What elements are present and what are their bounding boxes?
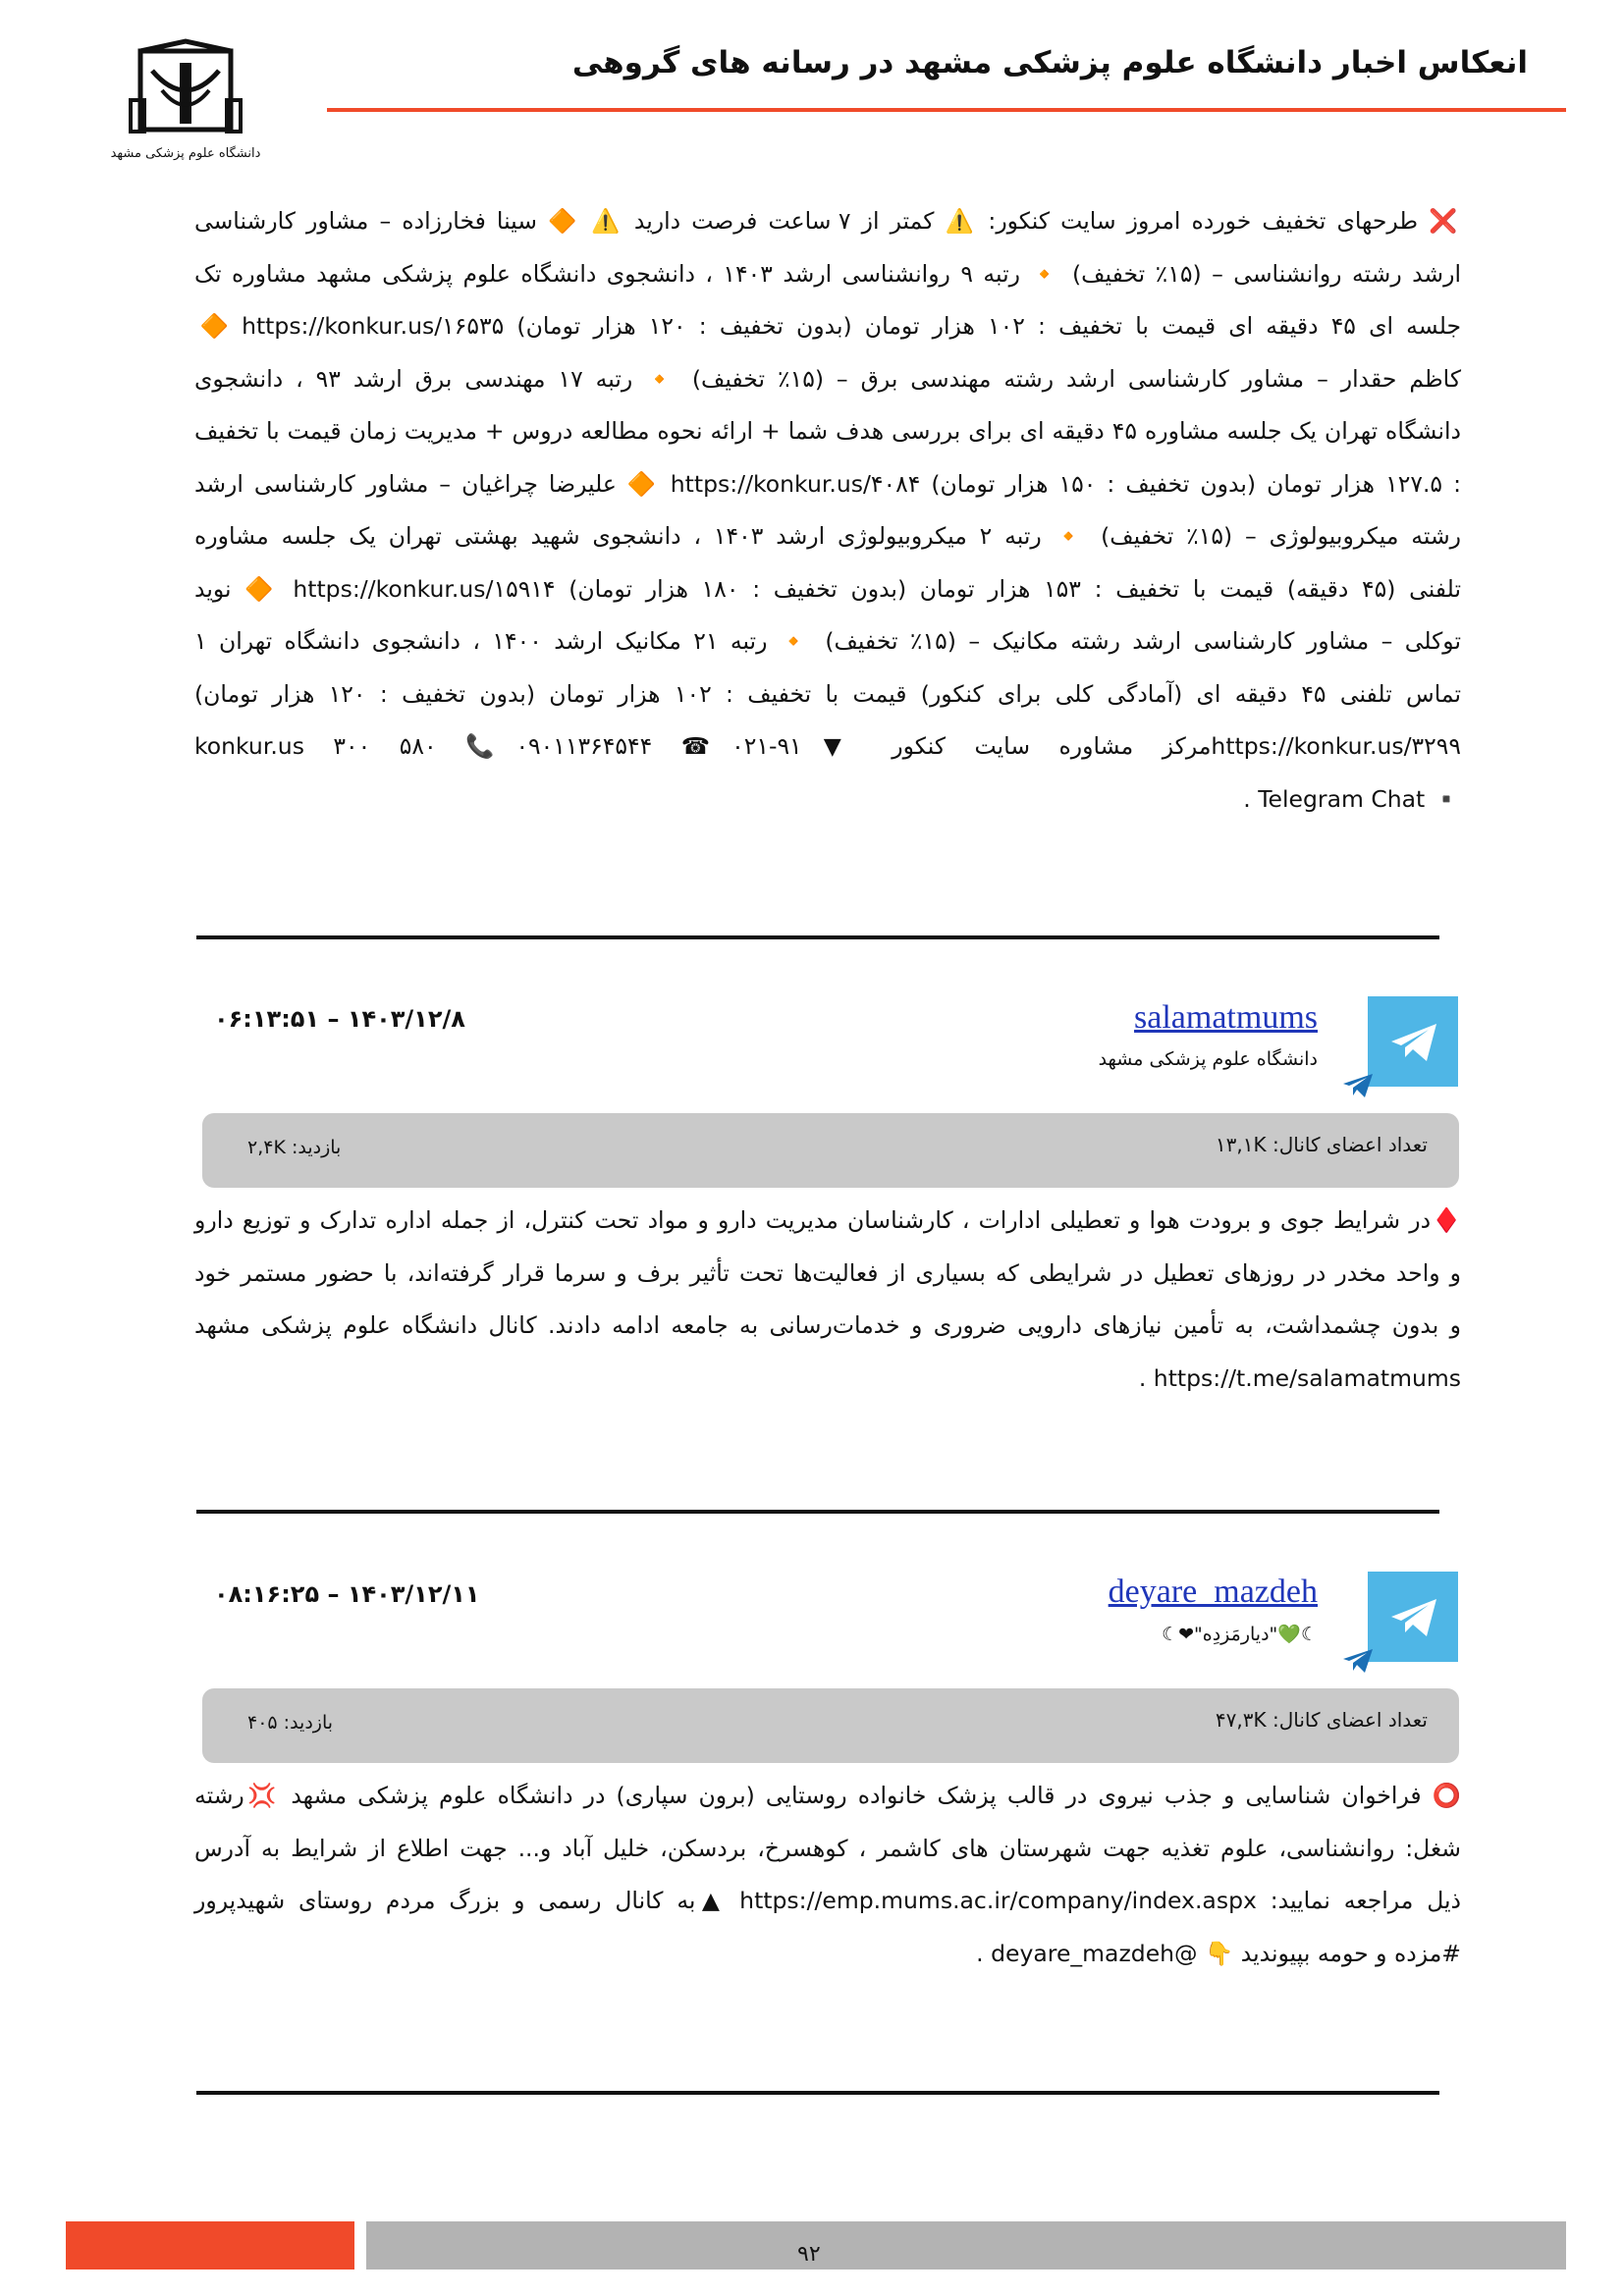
post-separator [196, 1510, 1439, 1514]
post-line: ذیل مراجعه نمایید: https://emp.mums.ac.ir/company/index.aspx ▲به کانال رسمی و بزرگ مردم روستای شهیدپرور [194, 1887, 1461, 1914]
post-body-deyare-mazdeh [194, 1770, 1461, 1980]
footer-bar [366, 2221, 1566, 2269]
channel-link-salamatmums[interactable]: salamatmums [1134, 999, 1318, 1036]
post-line: کاظم حقدار – مشاور کارشناسی ارشد رشته مهندسی برق – (۱۵٪ تخفیف) 🔸 رتبه ۱۷ مهندسی برق ارشد ۹۳ ، دانشجوی [194, 364, 1462, 393]
member-count: تعداد اعضای کانال: ۱۳,۱K [1215, 1133, 1428, 1156]
view-count: بازدید: ۲,۴K [247, 1137, 342, 1158]
post-date: ۱۴۰۳/۱۲/۸ – ۰۶:۱۳:۵۱ [214, 1005, 465, 1033]
post-line: شغل: روانشناسی، علوم تغذیه جهت شهرستان های کاشمر ، کوهسرخ، بردسکن، خلیل آباد و... جهت اطلاع از شرایط به آدرس [194, 1834, 1461, 1862]
page-title: انعکاس اخبار دانشگاه علوم پزشکی مشهد در رسانه های گروهی [571, 45, 1528, 80]
post-body-salamatmums [194, 1195, 1461, 1405]
post-separator [196, 935, 1439, 939]
channel-name: ☾💚"دیارمَزدِه"❤☾ [1162, 1624, 1318, 1645]
post-line: : ۱۲۷.۵ هزار تومان (بدون تخفیف : ۱۵۰ هزار تومان) https://konkur.us/۴۰۸۴ 🔶 علیرضا چراغیان – مشاور کارشناسی ارشد [194, 469, 1461, 498]
member-count: تعداد اعضای کانال: ۴۷,۳K [1215, 1708, 1428, 1732]
footer-accent-bar [66, 2221, 354, 2269]
post-line: و واحد مخدر در روزهای تعطیل در شرایطی که بسیاری از فعالیت‌ها تحت تأثیر برف و سرما قرار گرفته‌اند، با حضور مستمر خود [194, 1258, 1461, 1287]
post-line: ♦️در شرایط جوی و برودت هوا و تعطیلی ادارات ، کارشناسان مدیریت دارو و مواد تحت کنترل، از جمله اداره تدارک و توزیع دارو [194, 1206, 1461, 1234]
telegram-small-icon [1341, 1072, 1375, 1099]
post-separator [196, 2091, 1439, 2095]
channel-stats-bar [202, 1113, 1459, 1188]
post-line: جلسه ای ۴۵ دقیقه ای قیمت با تخفیف : ۱۰۲ هزار تومان (بدون تخفیف : ۱۲۰ هزار تومان) https://konkur.us/۱۶۵۳۵ 🔶 [194, 312, 1462, 340]
telegram-small-icon [1341, 1647, 1375, 1675]
telegram-icon [1368, 996, 1458, 1087]
post-line: https://konkur.us/۳۲۹۹مرکز مشاوره سایت کنکور ▼۹۱-۰۲۱☎ ۰۹۰۱۱۳۶۴۵۴۴📞 konkur.us ۳۰۰ ۵۸۰ [194, 732, 1461, 760]
post-line: رشته میکروبیولوژی – (۱۵٪ تخفیف) 🔸 رتبه ۲ میکروبیولوژی ارشد ۱۴۰۳ ، دانشجوی شهید بهشتی تهران یک جلسه مشاوره [194, 522, 1462, 550]
post-line: https://t.me/salamatmums . [1138, 1363, 1461, 1392]
page-number: ۹۲ [797, 2242, 821, 2267]
channel-link-deyare-mazdeh[interactable]: deyare_mazdeh [1108, 1574, 1318, 1610]
telegram-icon [1368, 1572, 1458, 1662]
post-line: ▪️ Telegram Chat . [1243, 784, 1461, 813]
post-body-konkur [194, 195, 1461, 826]
post-line: تلفنی (۴۵ دقیقه) قیمت با تخفیف : ۱۵۳ هزار تومان (بدون تخفیف : ۱۸۰ هزار تومان) https://konkur.us/۱۵۹۱۴ 🔶 نوید [194, 574, 1461, 603]
university-logo [110, 41, 261, 169]
post-line: تماس تلفنی ۴۵ دقیقه ای (آمادگی کلی برای کنکور) قیمت با تخفیف : ۱۰۲ هزار تومان (بدون تخفیف : ۱۲۰ هزار تومان) [194, 679, 1462, 708]
post-line: ارشد رشته روانشناسی – (۱۵٪ تخفیف) 🔸 رتبه ۹ روانشناسی ارشد ۱۴۰۳ ، دانشجوی دانشگاه علوم پزشکی مشهد مشاوره تک [194, 259, 1461, 288]
channel-name: دانشگاه علوم پزشکی مشهد [1098, 1048, 1318, 1070]
header-divider [327, 108, 1566, 112]
post-line: #مزده و حومه بپیوندید 👇 @deyare_mazdeh . [976, 1939, 1461, 1967]
logo-caption: دانشگاه علوم پزشکی مشهد [110, 146, 261, 161]
post-line: دانشگاه تهران یک جلسه مشاوره ۴۵ دقیقه ای برای بررسی هدف شما + ارائه نحوه مطالعه دروس + مدیریت زمان قیمت با تخفیف [194, 417, 1462, 445]
post-line: ❌ طرحهای تخفیف خورده امروز سایت کنکور: ⚠️ کمتر از ۷ ساعت فرصت دارید ⚠️ 🔶 سینا فخارزاده – مشاور کارشناسی [194, 207, 1461, 235]
channel-stats-bar [202, 1688, 1459, 1763]
post-line: و بدون چشمداشت، به تأمین نیازهای دارویی ضروری و خدمات‌رسانی به جامعه ادامه دادند. کانال دانشگاه علوم پزشکی مشهد [194, 1311, 1461, 1339]
post-date: ۱۴۰۳/۱۲/۱۱ – ۰۸:۱۶:۲۵ [214, 1580, 480, 1608]
view-count: بازدید: ۴۰۵ [247, 1712, 334, 1734]
post-line: ⭕ فراخوان شناسایی و جذب نیروی در قالب پزشک خانواده روستایی (برون سپاری) در دانشگاه علوم پزشکی مشهد 💢رشته [194, 1782, 1461, 1809]
post-line: توکلی – مشاور کارشناسی ارشد رشته مکانیک – (۱۵٪ تخفیف) 🔸 رتبه ۲۱ مکانیک ارشد ۱۴۰۰ ، دانشجوی دانشگاه تهران ۱ [194, 627, 1461, 655]
